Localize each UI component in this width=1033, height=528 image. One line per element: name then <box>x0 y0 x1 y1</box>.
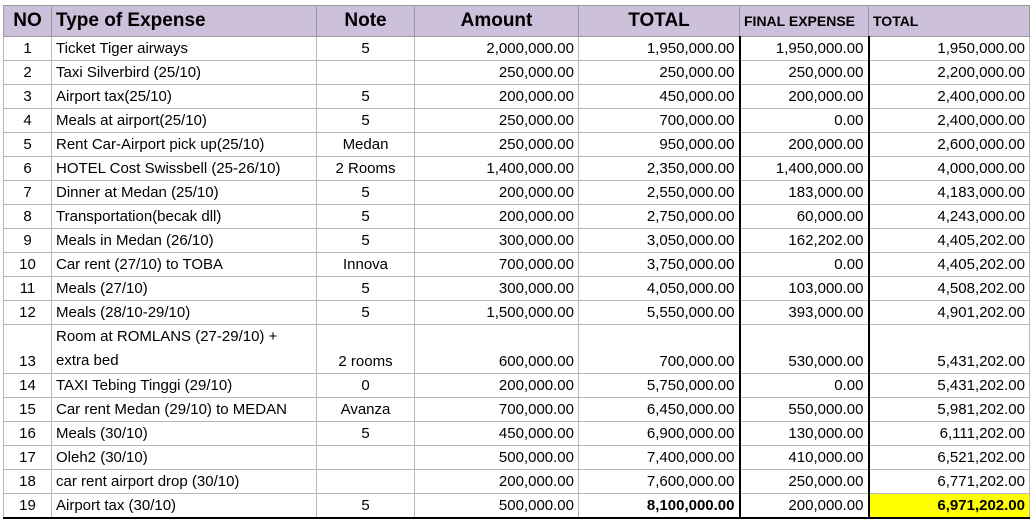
cell-amount[interactable]: 2,000,000.00 <box>415 37 579 61</box>
cell-type[interactable]: HOTEL Cost Swissbell (25-26/10) <box>52 157 317 181</box>
table-row <box>4 446 1030 470</box>
header-type[interactable]: Type of Expense <box>52 6 317 37</box>
cell-final-expense[interactable]: 550,000.00 <box>740 398 869 422</box>
cell-amount[interactable]: 500,000.00 <box>415 494 579 519</box>
cell-amount[interactable]: 250,000.00 <box>415 109 579 133</box>
cell-note[interactable]: 5 <box>317 85 415 109</box>
cell-final-expense[interactable]: 410,000.00 <box>740 446 869 470</box>
cell-total-2[interactable]: 4,405,202.00 <box>869 229 1030 253</box>
cell-type[interactable]: Meals at airport(25/10) <box>52 109 317 133</box>
cell-amount[interactable]: 250,000.00 <box>415 61 579 85</box>
cell-note[interactable]: 2 Rooms <box>317 157 415 181</box>
cell-no[interactable]: 12 <box>4 301 52 325</box>
cell-no[interactable]: 9 <box>4 229 52 253</box>
cell-total-2[interactable]: 4,901,202.00 <box>869 301 1030 325</box>
cell-no[interactable]: 4 <box>4 109 52 133</box>
cell-no[interactable]: 10 <box>4 253 52 277</box>
cell-total-2[interactable]: 6,521,202.00 <box>869 446 1030 470</box>
cell-final-expense[interactable]: 130,000.00 <box>740 422 869 446</box>
cell-total-2[interactable]: 6,971,202.00 <box>869 494 1030 519</box>
cell-type[interactable]: Car rent (27/10) to TOBA <box>52 253 317 277</box>
cell-final-expense[interactable]: 200,000.00 <box>740 85 869 109</box>
cell-amount[interactable]: 700,000.00 <box>415 253 579 277</box>
cell-note[interactable]: 5 <box>317 277 415 301</box>
header-note[interactable]: Note <box>317 6 415 37</box>
table-row <box>4 85 1030 109</box>
cell-note[interactable]: Medan <box>317 133 415 157</box>
cell-note[interactable]: 5 <box>317 37 415 61</box>
cell-final-expense[interactable]: 530,000.00 <box>740 325 869 374</box>
cell-total-2[interactable]: 6,111,202.00 <box>869 422 1030 446</box>
cell-total-2[interactable]: 4,000,000.00 <box>869 157 1030 181</box>
cell-total-2[interactable]: 6,771,202.00 <box>869 470 1030 494</box>
cell-final-expense[interactable]: 60,000.00 <box>740 205 869 229</box>
cell-total[interactable]: 700,000.00 <box>579 109 740 133</box>
cell-final-expense[interactable]: 250,000.00 <box>740 61 869 85</box>
header-row <box>4 6 1030 37</box>
cell-final-expense[interactable]: 200,000.00 <box>740 133 869 157</box>
cell-note[interactable]: 5 <box>317 494 415 519</box>
cell-type[interactable]: Rent Car-Airport pick up(25/10) <box>52 133 317 157</box>
cell-total[interactable]: 450,000.00 <box>579 85 740 109</box>
cell-no[interactable]: 14 <box>4 374 52 398</box>
cell-type[interactable]: Meals (28/10-29/10) <box>52 301 317 325</box>
cell-type[interactable]: car rent airport drop (30/10) <box>52 470 317 494</box>
cell-note[interactable] <box>317 61 415 85</box>
cell-no[interactable]: 5 <box>4 133 52 157</box>
table-row <box>4 157 1030 181</box>
cell-final-expense[interactable]: 0.00 <box>740 109 869 133</box>
cell-no[interactable]: 3 <box>4 85 52 109</box>
header-final-expense[interactable]: FINAL EXPENSE <box>740 6 869 37</box>
cell-type[interactable]: Airport tax(25/10) <box>52 85 317 109</box>
cell-total[interactable]: 6,450,000.00 <box>579 398 740 422</box>
cell-type[interactable]: Ticket Tiger airways <box>52 37 317 61</box>
cell-total[interactable]: 700,000.00 <box>579 325 740 374</box>
cell-note[interactable]: 5 <box>317 205 415 229</box>
cell-total-2[interactable]: 4,183,000.00 <box>869 181 1030 205</box>
header-total-2[interactable]: TOTAL <box>869 6 1030 37</box>
cell-type[interactable]: Meals (27/10) <box>52 277 317 301</box>
cell-no[interactable]: 7 <box>4 181 52 205</box>
cell-note[interactable]: 5 <box>317 229 415 253</box>
cell-amount[interactable]: 600,000.00 <box>415 325 579 374</box>
cell-final-expense[interactable]: 393,000.00 <box>740 301 869 325</box>
cell-note[interactable]: 5 <box>317 109 415 133</box>
cell-total[interactable]: 2,750,000.00 <box>579 205 740 229</box>
cell-total[interactable]: 7,400,000.00 <box>579 446 740 470</box>
table-row <box>4 37 1030 61</box>
cell-total-2[interactable]: 5,431,202.00 <box>869 374 1030 398</box>
cell-final-expense[interactable]: 250,000.00 <box>740 470 869 494</box>
table-row <box>4 398 1030 422</box>
cell-total[interactable]: 250,000.00 <box>579 61 740 85</box>
cell-note[interactable] <box>317 446 415 470</box>
cell-total-2[interactable]: 2,200,000.00 <box>869 61 1030 85</box>
table-row <box>4 470 1030 494</box>
cell-type[interactable]: Meals (30/10) <box>52 422 317 446</box>
table-row <box>4 301 1030 325</box>
cell-amount[interactable]: 450,000.00 <box>415 422 579 446</box>
cell-amount[interactable]: 300,000.00 <box>415 277 579 301</box>
cell-total[interactable]: 2,350,000.00 <box>579 157 740 181</box>
cell-note[interactable]: Avanza <box>317 398 415 422</box>
cell-total-2[interactable]: 5,431,202.00 <box>869 325 1030 374</box>
cell-amount[interactable]: 200,000.00 <box>415 205 579 229</box>
cell-total-2[interactable]: 5,981,202.00 <box>869 398 1030 422</box>
cell-total-2[interactable]: 2,400,000.00 <box>869 109 1030 133</box>
cell-note[interactable]: 2 rooms <box>317 325 415 374</box>
cell-final-expense[interactable]: 0.00 <box>740 253 869 277</box>
cell-amount[interactable]: 200,000.00 <box>415 181 579 205</box>
cell-amount[interactable]: 200,000.00 <box>415 374 579 398</box>
cell-total[interactable]: 950,000.00 <box>579 133 740 157</box>
table-row <box>4 374 1030 398</box>
cell-type[interactable]: Oleh2 (30/10) <box>52 446 317 470</box>
table-row <box>4 253 1030 277</box>
cell-total-2[interactable]: 2,600,000.00 <box>869 133 1030 157</box>
cell-total[interactable]: 3,750,000.00 <box>579 253 740 277</box>
cell-no[interactable]: 17 <box>4 446 52 470</box>
cell-no[interactable]: 6 <box>4 157 52 181</box>
expense-table <box>3 5 1030 519</box>
table-row <box>4 325 1030 374</box>
cell-type[interactable]: Taxi Silverbird (25/10) <box>52 61 317 85</box>
cell-amount[interactable]: 200,000.00 <box>415 85 579 109</box>
cell-total[interactable]: 8,100,000.00 <box>579 494 740 519</box>
cell-amount[interactable]: 500,000.00 <box>415 446 579 470</box>
cell-amount[interactable]: 1,400,000.00 <box>415 157 579 181</box>
cell-total-2[interactable]: 4,405,202.00 <box>869 253 1030 277</box>
cell-final-expense[interactable]: 1,400,000.00 <box>740 157 869 181</box>
table-row <box>4 277 1030 301</box>
cell-type[interactable]: Dinner at Medan (25/10) <box>52 181 317 205</box>
table-row <box>4 494 1030 519</box>
table-row <box>4 422 1030 446</box>
cell-note[interactable]: 5 <box>317 422 415 446</box>
cell-amount[interactable]: 250,000.00 <box>415 133 579 157</box>
cell-amount[interactable]: 200,000.00 <box>415 470 579 494</box>
cell-total-2[interactable]: 4,508,202.00 <box>869 277 1030 301</box>
cell-final-expense[interactable]: 1,950,000.00 <box>740 37 869 61</box>
cell-amount[interactable]: 300,000.00 <box>415 229 579 253</box>
cell-amount[interactable]: 700,000.00 <box>415 398 579 422</box>
cell-no[interactable]: 15 <box>4 398 52 422</box>
table-row <box>4 205 1030 229</box>
cell-no[interactable]: 16 <box>4 422 52 446</box>
cell-total-2[interactable]: 4,243,000.00 <box>869 205 1030 229</box>
header-amount[interactable]: Amount <box>415 6 579 37</box>
cell-total[interactable]: 5,750,000.00 <box>579 374 740 398</box>
cell-no[interactable]: 18 <box>4 470 52 494</box>
cell-total[interactable]: 4,050,000.00 <box>579 277 740 301</box>
table-row <box>4 229 1030 253</box>
cell-note[interactable]: 0 <box>317 374 415 398</box>
cell-no[interactable]: 1 <box>4 37 52 61</box>
cell-no[interactable]: 19 <box>4 494 52 519</box>
header-no[interactable]: NO <box>4 6 52 37</box>
cell-total-2[interactable]: 2,400,000.00 <box>869 85 1030 109</box>
cell-no[interactable]: 2 <box>4 61 52 85</box>
cell-type[interactable]: TAXI Tebing Tinggi (29/10) <box>52 374 317 398</box>
header-total[interactable]: TOTAL <box>579 6 740 37</box>
cell-type[interactable]: Car rent Medan (29/10) to MEDAN <box>52 398 317 422</box>
cell-final-expense[interactable]: 103,000.00 <box>740 277 869 301</box>
cell-total[interactable]: 1,950,000.00 <box>579 37 740 61</box>
cell-total[interactable]: 2,550,000.00 <box>579 181 740 205</box>
table-row <box>4 181 1030 205</box>
cell-type[interactable]: Transportation(becak dll) <box>52 205 317 229</box>
cell-total[interactable]: 7,600,000.00 <box>579 470 740 494</box>
cell-no[interactable]: 13 <box>4 325 52 374</box>
cell-type[interactable]: Meals in Medan (26/10) <box>52 229 317 253</box>
table-row <box>4 109 1030 133</box>
cell-total[interactable]: 5,550,000.00 <box>579 301 740 325</box>
cell-note[interactable] <box>317 470 415 494</box>
cell-final-expense[interactable]: 0.00 <box>740 374 869 398</box>
cell-no[interactable]: 8 <box>4 205 52 229</box>
cell-note[interactable]: Innova <box>317 253 415 277</box>
cell-final-expense[interactable]: 183,000.00 <box>740 181 869 205</box>
cell-total[interactable]: 6,900,000.00 <box>579 422 740 446</box>
table-row <box>4 133 1030 157</box>
cell-type[interactable]: Airport tax (30/10) <box>52 494 317 519</box>
cell-total[interactable]: 3,050,000.00 <box>579 229 740 253</box>
cell-amount[interactable]: 1,500,000.00 <box>415 301 579 325</box>
cell-final-expense[interactable]: 162,202.00 <box>740 229 869 253</box>
cell-final-expense[interactable]: 200,000.00 <box>740 494 869 519</box>
cell-total-2[interactable]: 1,950,000.00 <box>869 37 1030 61</box>
cell-no[interactable]: 11 <box>4 277 52 301</box>
cell-note[interactable]: 5 <box>317 301 415 325</box>
cell-type[interactable]: Room at ROMLANS (27-29/10) + extra bed <box>52 325 317 374</box>
table-row <box>4 61 1030 85</box>
cell-note[interactable]: 5 <box>317 181 415 205</box>
